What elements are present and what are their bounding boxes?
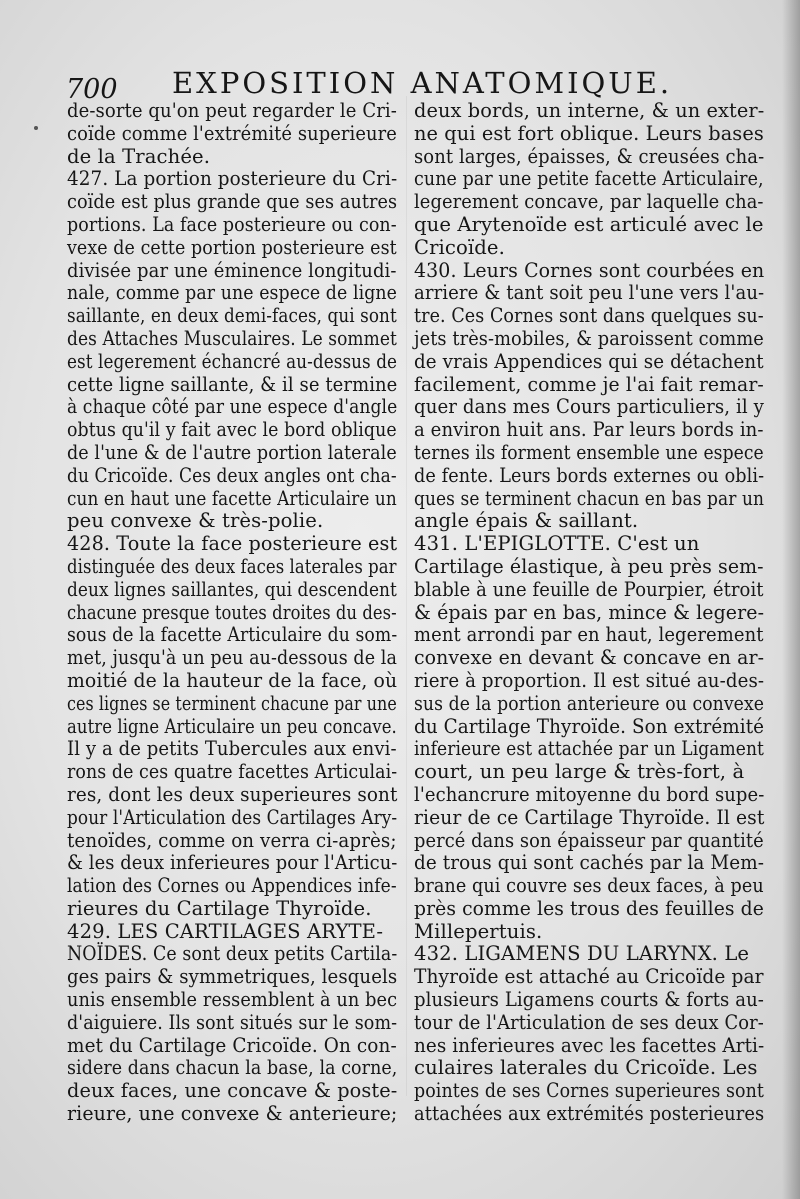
text-line: sont larges, épaisses, & creusées cha- (414, 144, 765, 168)
text-line: Cricoïde. (414, 235, 505, 259)
text-line: ment arrondi par en haut, legerement (414, 623, 764, 647)
text-line: divisée par une éminence longitudi- (67, 258, 397, 282)
ink-speck (34, 126, 38, 130)
text-line: du Cricoïde. Ces deux angles ont cha- (67, 463, 397, 487)
page-number: 700 (66, 74, 118, 105)
text-line: cune par une petite facette Articulaire, (414, 167, 764, 191)
text-line: ques se terminent chacun en bas par un (414, 486, 765, 510)
text-line: à chaque côté par une espece d'angle (67, 395, 398, 419)
text-line: facilement, comme je l'ai fait remar- (414, 372, 764, 396)
text-line: deux faces, une concave & poste- (67, 1079, 398, 1103)
text-line: que Arytenoïde est articulé avec le (414, 212, 764, 236)
text-line: sidere dans chacun la base, la corne, (67, 1056, 398, 1080)
text-line: peu convexe & très-polie. (67, 509, 324, 533)
text-line: & épais par en bas, mince & legere- (414, 600, 765, 624)
text-line: ges pairs & symmetriques, lesquels (67, 965, 398, 989)
text-line: convexe en devant & concave en ar- (414, 646, 765, 670)
text-line: 430. Leurs Cornes sont courbées en (414, 258, 765, 282)
text-line: pour l'Articulation des Cartilages Ary- (67, 805, 398, 829)
text-line: pointes de ses Cornes superieures sont (414, 1079, 764, 1103)
text-line: 431. L'EPIGLOTTE. C'est un (414, 532, 700, 556)
text-line: autre ligne Articulaire un peu concave. (67, 714, 397, 738)
text-line: saillante, en deux demi-faces, qui sont (67, 304, 397, 328)
text-line: des Attaches Musculaires. Le sommet (67, 326, 397, 350)
text-line: de-sorte qu'on peut regarder le Cri- (67, 99, 397, 122)
text-line: rieur de ce Cartilage Thyroïde. Il est (414, 805, 765, 829)
text-line: res, dont les deux superieures sont (67, 782, 398, 806)
text-line: met, jusqu'à un peu au-dessous de la (67, 646, 397, 670)
text-line: est legerement échancré au-dessus de (67, 349, 398, 373)
text-line: 427. La portion posterieure du Cri- (67, 167, 398, 191)
text-line: a environ huit ans. Par leurs bords in- (414, 418, 764, 442)
text-line: NOÏDES. Ce sont deux petits Cartila- (67, 942, 398, 966)
text-line: angle épais & saillant. (414, 509, 639, 533)
text-line: 429. LES CARTILAGES ARYTE- (67, 919, 384, 943)
text-line: rieure, une convexe & anterieure; (67, 1102, 398, 1126)
text-line: obtus qu'il y fait avec le bord oblique (67, 418, 397, 442)
text-line: 432. LIGAMENS DU LARYNX. Le (414, 942, 750, 966)
text-line: chacune presque toutes droites du des- (67, 600, 397, 624)
text-line: Millepertuis. (414, 919, 543, 943)
text-line: de l'une & de l'autre portion laterale (67, 440, 397, 464)
left-column (67, 100, 397, 1126)
text-line: deux lignes saillantes, qui descendent (67, 577, 397, 601)
text-line: de trous qui sont cachés par la Mem- (414, 851, 765, 875)
text-line: legerement concave, par laquelle cha- (414, 190, 764, 214)
text-line: rons de ces quatre facettes Articulai- (67, 760, 398, 784)
text-line: vexe de cette portion posterieure est (67, 235, 397, 259)
text-line: portions. La face posterieure ou con- (67, 212, 397, 236)
text-line: cette ligne saillante, & il se termine (67, 372, 398, 396)
text-line: & les deux inferieures pour l'Articu- (67, 851, 398, 875)
text-line: ces lignes se terminent chacune par une (67, 691, 397, 715)
text-line: rieures du Cartilage Thyroïde. (67, 896, 372, 920)
text-line: du Cartilage Thyroïde. Son extrémité (414, 714, 765, 738)
text-line: de fente. Leurs bords externes ou obli- (414, 463, 765, 487)
text-line: quer dans mes Cours particuliers, il y (414, 395, 764, 419)
text-line: près comme les trous des feuilles de (414, 896, 764, 920)
text-line: tour de l'Articulation de ses deux Cor- (414, 1010, 764, 1034)
text-line: culaires laterales du Cricoïde. Les (414, 1056, 758, 1080)
text-line: unis ensemble ressemblent à un bec (67, 988, 398, 1012)
text-line: met du Cartilage Cricoïde. On con- (67, 1033, 397, 1057)
text-line: coïde comme l'extrémité superieure (67, 121, 397, 145)
text-line: Il y a de petits Tubercules aux envi- (67, 737, 397, 761)
text-line: brane qui couvre ses deux faces, à peu (414, 874, 764, 898)
text-line: moitié de la hauteur de la face, où (67, 668, 398, 692)
text-line: d'aiguiere. Ils sont situés sur le som- (67, 1010, 398, 1034)
text-line: 428. Toute la face posterieure est (67, 532, 398, 556)
text-line: cun en haut une facette Articulaire un (67, 486, 397, 510)
text-line: ternes ils forment ensemble une espece (414, 440, 764, 464)
text-line: nale, comme par une espece de ligne (67, 281, 397, 305)
text-line: inferieure est attachée par un Ligament (414, 737, 764, 761)
column-gutter (406, 96, 407, 1096)
text-line: de vrais Appendices qui se détachent (414, 349, 764, 373)
text-line: nes inferieures avec les facettes Arti- (414, 1033, 765, 1057)
text-line: l'echancrure mitoyenne du bord supe- (414, 782, 765, 806)
right-column (414, 100, 764, 1126)
text-line: arriere & tant soit peu l'une vers l'au- (414, 281, 765, 305)
text-line: Cartilage élastique, à peu près sem- (414, 554, 764, 578)
page-edge-shadow (782, 0, 800, 1199)
text-line: riere à proportion. Il est situé au-des- (414, 668, 765, 692)
running-head: EXPOSITION ANATOMIQUE. (172, 66, 673, 100)
text-line: lation des Cornes ou Appendices infe- (67, 874, 397, 898)
text-line: sous de la facette Articulaire du som- (67, 623, 398, 647)
text-line: ne qui est fort oblique. Leurs bases (414, 121, 764, 145)
text-line: de la Trachée. (67, 144, 211, 168)
text-line: Thyroïde est attaché au Cricoïde par (414, 965, 764, 989)
text-line: attachées aux extrémités posterieures (414, 1102, 765, 1126)
text-line: jets très-mobiles, & paroissent comme (414, 326, 764, 350)
text-line: coïde est plus grande que ses autres (67, 190, 398, 214)
text-line: deux bords, un interne, & un exter- (414, 99, 765, 122)
text-line: distinguée des deux faces laterales par (67, 554, 397, 578)
text-line: sus de la portion anterieure ou convexe (414, 691, 765, 715)
text-line: tre. Ces Cornes sont dans quelques su- (414, 304, 764, 328)
text-line: plusieurs Ligamens courts & forts au- (414, 988, 765, 1012)
text-line: tenoïdes, comme on verra ci-après; (67, 828, 397, 852)
text-line: court, un peu large & très-fort, à (414, 760, 745, 784)
text-line: blable à une feuille de Pourpier, étroit (414, 577, 764, 601)
text-line: percé dans son épaisseur par quantité (414, 828, 764, 852)
